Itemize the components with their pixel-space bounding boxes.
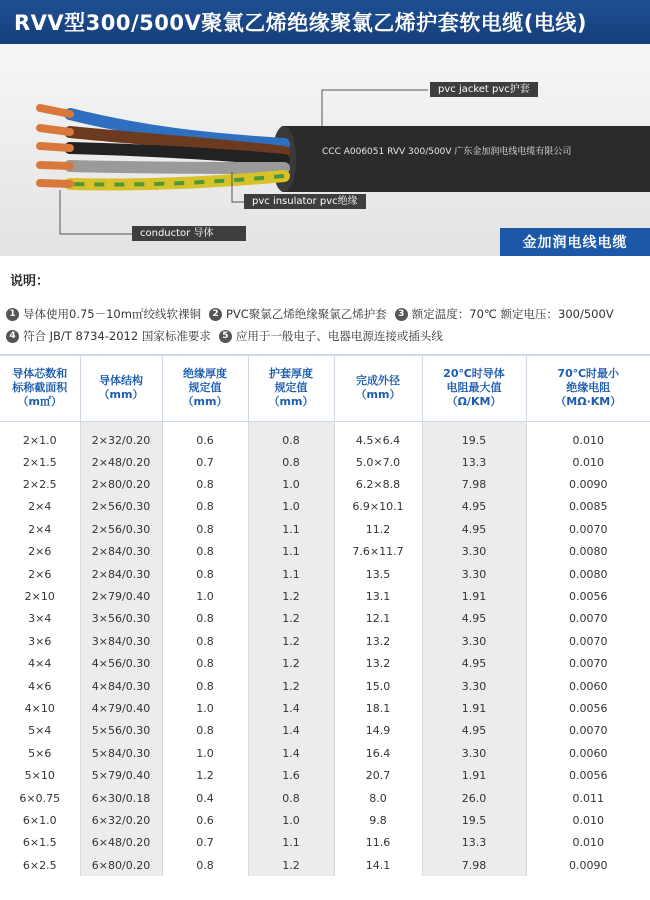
note-item [6,306,201,322]
table-cell: 0.0070 [526,608,650,630]
table-header-cell [162,355,248,421]
table-header-line: 导体芯数和 [12,367,68,381]
table-header-line: （mm） [182,395,228,409]
notes-title: 说明： [10,274,50,289]
table-header-line: （MΩ·KM） [555,395,622,409]
table-cell: 0.8 [248,787,334,809]
table-cell: 0.8 [162,608,248,630]
table-header-line: 标称截面积 [12,381,68,395]
table-cell: 0.8 [162,854,248,876]
table-cell: 0.0090 [526,473,650,495]
table-cell: 0.0056 [526,585,650,607]
table-row [0,742,650,764]
table-cell: 0.010 [526,809,650,831]
table-cell: 6.2×8.8 [334,473,422,495]
note-text: PVC聚氯乙烯绝缘聚氯乙烯护套 [225,307,387,321]
table-header-cell [526,355,650,421]
table-cell: 6×80/0.20 [80,854,162,876]
table-cell: 4×84/0.30 [80,675,162,697]
table-cell: 0.4 [162,787,248,809]
table-row [0,541,650,563]
spec-table [0,354,650,876]
table-row [0,496,650,518]
table-cell: 0.0080 [526,541,650,563]
notes-line-2 [6,328,451,344]
table-cell: 6×48/0.20 [80,832,162,854]
jacket-print: CCC A006051 RVV 300/500V 广东金加润电线电缆有限公司 [322,147,572,157]
table-header-row [0,355,650,421]
table-cell: 5×6 [28,746,52,760]
table-cell: 14.9 [334,720,422,742]
table-row [0,451,650,473]
table-cell: 0.8 [162,518,248,540]
note-item [395,306,614,322]
table-cell: 7.6×11.7 [334,541,422,563]
table-row [0,653,650,675]
table-header-line: （m㎡） [17,395,62,409]
table-row [0,630,650,652]
table-cell: 11.2 [334,518,422,540]
table-cell: 1.4 [248,742,334,764]
note-number: 2 [209,308,222,321]
table-row [0,764,650,786]
table-cell: 20.7 [334,764,422,786]
table-cell: 7.98 [422,854,526,876]
table-cell: 13.1 [334,585,422,607]
table-cell: 2×1.5 [22,455,57,469]
table-cell: 0.7 [162,832,248,854]
table-cell: 6.9×10.1 [334,496,422,518]
table-cell: 1.0 [162,697,248,719]
table-cell: 1.1 [248,541,334,563]
table-cell: 3×4 [28,612,52,626]
table-header-cell [80,355,162,421]
table-row [0,720,650,742]
table-cell: 13.2 [334,630,422,652]
table-header-line: 规定值 [274,381,308,395]
table-cell: 0.8 [162,630,248,652]
table-cell: 2×4 [28,522,52,536]
table-cell: 11.6 [334,832,422,854]
copper-end-2 [40,128,70,132]
table-cell: 2×56/0.30 [80,496,162,518]
table-cell: 0.0080 [526,563,650,585]
note-text: 导体使用0.75－10m㎡绞线软裸铜 [23,307,201,321]
table-cell: 0.8 [162,496,248,518]
table-cell: 0.8 [248,421,334,451]
cable-jacket [282,126,650,192]
table-cell: 1.0 [248,473,334,495]
table-cell: 6×1.5 [22,836,57,850]
table-cell: 2×6 [28,567,52,581]
table-cell: 13.5 [334,563,422,585]
table-cell: 0.8 [162,720,248,742]
table-cell: 6×1.0 [22,813,57,827]
jacket-leader [322,90,428,126]
table-cell: 4×79/0.40 [80,697,162,719]
table-row [0,563,650,585]
table-row [0,585,650,607]
table-cell: 0.0056 [526,697,650,719]
table-cell: 0.6 [162,809,248,831]
note-item [209,306,387,322]
table-cell: 2×84/0.30 [80,541,162,563]
table-cell: 19.5 [422,421,526,451]
table-cell: 0.8 [162,473,248,495]
cable-illustration [0,44,650,256]
insulator-callout: pvc insulator pvc绝缘 [244,194,366,209]
table-cell: 0.0070 [526,720,650,742]
table-cell: 0.0056 [526,764,650,786]
table-cell: 5×56/0.30 [80,720,162,742]
table-cell: 0.010 [526,451,650,473]
table-header-cell [422,355,526,421]
table-cell: 4.95 [422,608,526,630]
table-cell: 4×4 [28,657,52,671]
table-header-line: （mm） [355,388,401,402]
table-cell: 1.0 [248,496,334,518]
table-header-line: （mm） [268,395,314,409]
table-cell: 1.2 [248,630,334,652]
note-item [219,328,443,344]
table-header-line: 70℃时最小 [557,367,620,381]
table-cell: 1.0 [162,742,248,764]
table-cell: 3.30 [422,675,526,697]
table-cell: 2×4 [28,500,52,514]
table-cell: 1.91 [422,697,526,719]
note-text: 额定温度：70℃ 额定电压：300/500V [411,307,614,321]
conductor-leader [60,190,140,234]
table-cell: 8.0 [334,787,422,809]
note-number: 3 [395,308,408,321]
table-cell: 1.2 [248,675,334,697]
table-cell: 2×80/0.20 [80,473,162,495]
table-cell: 3×84/0.30 [80,630,162,652]
table-row [0,473,650,495]
table-cell: 1.0 [162,585,248,607]
note-text: 符合 JB/T 8734-2012 国家标准要求 [23,329,211,343]
note-text: 应用于一般电子、电器电源连接或插头线 [235,329,443,343]
table-cell: 9.8 [334,809,422,831]
table-cell: 0.8 [162,675,248,697]
table-cell: 12.1 [334,608,422,630]
table-cell: 13.3 [422,832,526,854]
table-header-cell [334,355,422,421]
table-cell: 1.4 [248,720,334,742]
table-cell: 2×32/0.20 [80,421,162,451]
table-cell: 0.0090 [526,854,650,876]
table-cell: 1.1 [248,563,334,585]
table-cell: 3.30 [422,742,526,764]
table-cell: 1.6 [248,764,334,786]
table-cell: 1.2 [248,608,334,630]
table-header-line: 完成外径 [356,374,400,388]
table-header-line: 绝缘厚度 [183,367,227,381]
table-cell: 19.5 [422,809,526,831]
table-cell: 6×32/0.20 [80,809,162,831]
table-row [0,787,650,809]
table-cell: 0.0070 [526,653,650,675]
table-header-line: 电阻最大值 [446,381,502,395]
table-row [0,854,650,876]
table-cell: 1.91 [422,764,526,786]
table-cell: 1.91 [422,585,526,607]
note-number: 5 [219,330,232,343]
table-cell: 2×10 [24,590,55,604]
table-header-cell [0,355,80,421]
table-row [0,675,650,697]
brand-tag: 金加润电线电缆 [500,228,650,256]
note-item [6,328,211,344]
table-cell: 1.1 [248,832,334,854]
table-cell: 1.2 [248,585,334,607]
table-cell: 4.95 [422,653,526,675]
table-cell: 4×10 [24,701,55,715]
table-header-line: 导体结构 [99,374,143,388]
table-cell: 1.2 [248,653,334,675]
table-cell: 0.0070 [526,630,650,652]
table-cell: 5.0×7.0 [334,451,422,473]
table-cell: 4×6 [28,679,52,693]
table-header-line: 规定值 [188,381,222,395]
table-cell: 1.2 [162,764,248,786]
jacket-callout: pvc jacket pvc护套 [430,82,538,97]
table-cell: 3.30 [422,541,526,563]
table-cell: 2×48/0.20 [80,451,162,473]
table-cell: 5×79/0.40 [80,764,162,786]
note-number: 4 [6,330,19,343]
table-cell: 0.010 [526,421,650,451]
table-cell: 15.0 [334,675,422,697]
table-row [0,697,650,719]
table-cell: 5×10 [24,769,55,783]
table-cell: 6×0.75 [19,791,61,805]
copper-end-3 [40,146,70,148]
table-cell: 0.6 [162,421,248,451]
table-cell: 4×56/0.30 [80,653,162,675]
table-cell: 2×79/0.40 [80,585,162,607]
table-cell: 0.011 [526,787,650,809]
table-header-line: （mm） [98,388,144,402]
table-body [0,421,650,876]
page-title: RVV型300/500V聚氯乙烯绝缘聚氯乙烯护套软电缆(电线) [0,0,650,44]
notes-line-1 [6,306,622,322]
table-header-line: 绝缘电阻 [566,381,611,395]
table-cell: 0.8 [248,451,334,473]
table-row [0,832,650,854]
table-header-cell [248,355,334,421]
table-header-line: 20℃时导体 [443,367,505,381]
table-cell: 4.5×6.4 [334,421,422,451]
table-cell: 1.2 [248,854,334,876]
table-cell: 5×84/0.30 [80,742,162,764]
table-cell: 0.010 [526,832,650,854]
table-cell: 3.30 [422,630,526,652]
copper-end-5 [40,183,70,184]
copper-end-1 [40,108,70,114]
table-cell: 7.98 [422,473,526,495]
table-cell: 4.95 [422,518,526,540]
table-cell: 13.2 [334,653,422,675]
table-cell: 0.0070 [526,518,650,540]
table-cell: 0.8 [162,653,248,675]
table-cell: 4.95 [422,720,526,742]
table-cell: 5×4 [28,724,52,738]
table-cell: 0.0085 [526,496,650,518]
table-cell: 1.1 [248,518,334,540]
conductor-callout: conductor 导体 [132,226,246,241]
table-cell: 13.3 [422,451,526,473]
table-cell: 0.0060 [526,742,650,764]
table-cell: 0.8 [162,541,248,563]
table-row [0,518,650,540]
table-row [0,608,650,630]
note-number: 1 [6,308,19,321]
table-cell: 3.30 [422,563,526,585]
table-cell: 1.0 [248,809,334,831]
table-cell: 2×2.5 [22,478,57,492]
table-cell: 26.0 [422,787,526,809]
table-cell: 16.4 [334,742,422,764]
table-row [0,809,650,831]
table-cell: 6×30/0.18 [80,787,162,809]
copper-end-4 [40,165,70,166]
table-cell: 3×56/0.30 [80,608,162,630]
table-cell: 2×6 [28,545,52,559]
table-cell: 18.1 [334,697,422,719]
table-cell: 14.1 [334,854,422,876]
table-cell: 0.0060 [526,675,650,697]
table-row [0,421,650,451]
table-cell: 0.7 [162,451,248,473]
table-cell: 2×56/0.30 [80,518,162,540]
table-cell: 0.8 [162,563,248,585]
table-cell: 2×84/0.30 [80,563,162,585]
table-cell: 2×1.0 [22,433,57,447]
table-cell: 4.95 [422,496,526,518]
wire-grey [70,166,284,168]
table-cell: 1.4 [248,697,334,719]
table-header-line: （Ω/KM） [446,395,502,409]
table-header-line: 护套厚度 [269,367,313,381]
table-cell: 6×2.5 [22,858,57,872]
table-cell: 3×6 [28,634,52,648]
